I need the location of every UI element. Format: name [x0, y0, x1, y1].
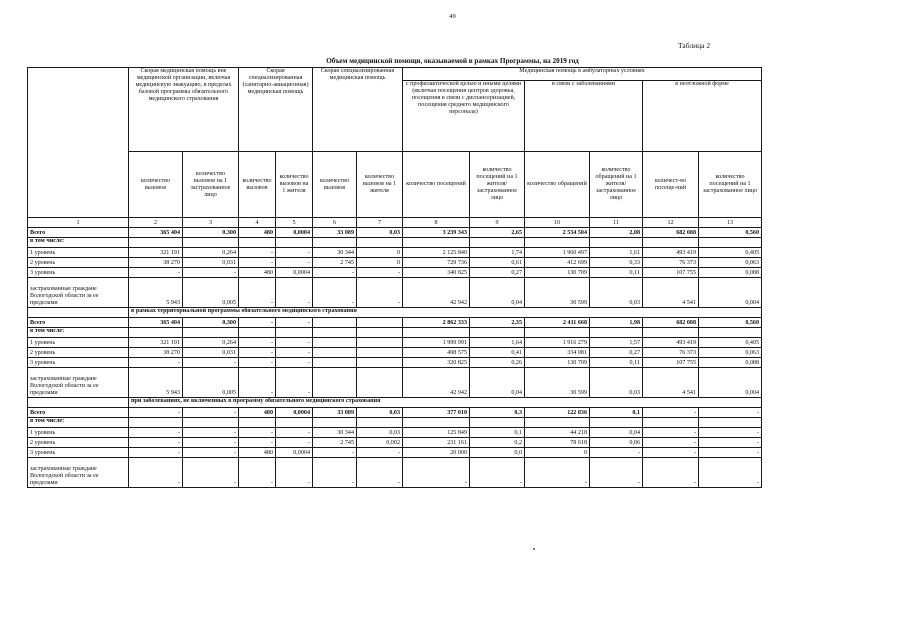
column-number: 4 [239, 218, 276, 228]
row-label: 2 уровень [28, 348, 129, 358]
cell-col8: 2 862 333 [403, 318, 470, 328]
cell-col5: 0,0004 [276, 228, 313, 238]
table-row [28, 338, 762, 348]
column-number: 10 [525, 218, 590, 228]
column-number: 3 [183, 218, 239, 228]
table-row-insured [28, 368, 762, 398]
cell-col11: 0,03 [590, 278, 643, 308]
table-row [28, 428, 762, 438]
cell-col11: 0,11 [590, 358, 643, 368]
header-ambulance-aviation: Скорая специализированная (санитарно-авиационная) медицинская помощь [239, 68, 313, 152]
cell-col8: - [403, 458, 470, 488]
cell-col8: 729 736 [403, 258, 470, 268]
cell-col2: 365 404 [129, 228, 183, 238]
cell-col3: - [183, 428, 239, 438]
row-label: 1 уровень [28, 428, 129, 438]
cell-col2: - [129, 358, 183, 368]
cell-col6: - [313, 278, 357, 308]
cell-col2: - [129, 458, 183, 488]
cell-col8: 377 010 [403, 408, 470, 418]
cell-col6 [313, 358, 357, 368]
cell-col5: 0,0004 [276, 268, 313, 278]
table-row [28, 248, 762, 258]
cell-col6 [313, 348, 357, 358]
cell-col12: 493 419 [643, 338, 699, 348]
table-row-total [28, 408, 762, 418]
subheader-col4: количество вызовов [239, 152, 276, 218]
section-heading-row [28, 308, 762, 318]
cell-col3: - [183, 268, 239, 278]
cell-col3: 0,005 [183, 278, 239, 308]
cell-col3: 0,300 [183, 318, 239, 328]
table-row [28, 258, 762, 268]
header-ambulance-basic: Скорая медицинская помощь вне медицинской организации, включая медицинскую эвакуацию, в пределах базовой программы обязательного медицинского страхования [129, 68, 239, 152]
row-label: 3 уровень [28, 448, 129, 458]
including-label: в том числе: [28, 328, 129, 338]
cell-col2: 38 270 [129, 258, 183, 268]
cell-col4: 480 [239, 228, 276, 238]
cell-col12: 682 088 [643, 228, 699, 238]
cell-col11: - [590, 458, 643, 488]
cell-col5: 0,0004 [276, 408, 313, 418]
cell-col9: 1,64 [470, 338, 525, 348]
column-number: 5 [276, 218, 313, 228]
column-number: 2 [129, 218, 183, 228]
cell-col6: - [313, 458, 357, 488]
cell-col4: - [239, 258, 276, 268]
section-heading-row [28, 398, 762, 408]
table-row [28, 268, 762, 278]
cell-col2: - [129, 268, 183, 278]
table-row [28, 348, 762, 358]
cell-col7: 0 [357, 248, 403, 258]
cell-col11: 0,06 [590, 438, 643, 448]
cell-col10: 334 081 [525, 348, 590, 358]
cell-col9: 0,27 [470, 268, 525, 278]
cell-col12: 76 373 [643, 348, 699, 358]
scan-speck [533, 548, 535, 550]
cell-col7: 0,002 [357, 438, 403, 448]
cell-col9: 0,0 [470, 448, 525, 458]
cell-col7 [357, 348, 403, 358]
column-number: 9 [470, 218, 525, 228]
row-label: 2 уровень [28, 438, 129, 448]
cell-col12: - [643, 448, 699, 458]
cell-col13: - [699, 458, 762, 488]
cell-col6: - [313, 268, 357, 278]
subheader-col12: количест-во посеще-ний [643, 152, 699, 218]
document-title: Объем медицинской помощи, оказываемой в рамках Программы, на 2019 год [326, 57, 579, 65]
column-number: 8 [403, 218, 470, 228]
row-label: 3 уровень [28, 358, 129, 368]
cell-col11: 2,08 [590, 228, 643, 238]
row-label: застрахованные граждане Вологодской области за ее пределами [28, 368, 129, 398]
header-disease-related: в связи с заболеваниями [525, 81, 643, 152]
cell-col9: 0,41 [470, 348, 525, 358]
table-row-insured [28, 458, 762, 488]
table-row-including [28, 418, 762, 428]
column-number: 1 [28, 218, 129, 228]
cell-col2: 321 191 [129, 248, 183, 258]
column-number: 12 [643, 218, 699, 228]
cell-col9: 0,61 [470, 258, 525, 268]
cell-col4: - [239, 368, 276, 398]
cell-col2: 321 191 [129, 338, 183, 348]
cell-col5: - [276, 358, 313, 368]
cell-col13: 0,063 [699, 258, 762, 268]
cell-col7: 0,03 [357, 408, 403, 418]
cell-col7: - [357, 278, 403, 308]
section-heading-non-oms: при заболеваниях, не включенных в программу обязательного медицинского страхования [129, 398, 762, 408]
cell-col2: 365 404 [129, 318, 183, 328]
cell-col7 [357, 338, 403, 348]
table-row-total [28, 228, 762, 238]
cell-col7: - [357, 268, 403, 278]
table-row-total [28, 318, 762, 328]
column-number: 11 [590, 218, 643, 228]
cell-col8: 42 942 [403, 368, 470, 398]
header-outpatient-care: Медицинская помощь в амбулаторных условиях [403, 68, 762, 81]
row-label: 1 уровень [28, 248, 129, 258]
cell-col13: 0,560 [699, 228, 762, 238]
cell-col10: 2 411 668 [525, 318, 590, 328]
cell-col2: 5 943 [129, 368, 183, 398]
cell-col11: 1,61 [590, 248, 643, 258]
cell-col9: 0,3 [470, 408, 525, 418]
cell-col6 [313, 318, 357, 328]
cell-col3: 0,264 [183, 338, 239, 348]
subheader-col9: количество посещений на 1 жителя/ застрахованное лицо [470, 152, 525, 218]
cell-col5: - [276, 248, 313, 258]
cell-col6: 2 745 [313, 258, 357, 268]
cell-col3: 0,031 [183, 258, 239, 268]
table-row-insured [28, 278, 762, 308]
column-number: 6 [313, 218, 357, 228]
cell-col5: - [276, 438, 313, 448]
cell-col9: 2,65 [470, 228, 525, 238]
cell-col3: - [183, 358, 239, 368]
page-number: 49 [449, 13, 456, 20]
cell-col3: 0,264 [183, 248, 239, 258]
subheader-col2: количество вызовов [129, 152, 183, 218]
cell-col4: - [239, 278, 276, 308]
cell-col2: 38 270 [129, 348, 183, 358]
cell-col13: - [699, 428, 762, 438]
cell-col5: - [276, 458, 313, 488]
section-heading-spacer [28, 398, 129, 408]
cell-col9: - [470, 458, 525, 488]
cell-col12: - [643, 458, 699, 488]
cell-col12: 682 088 [643, 318, 699, 328]
cell-col10: 30 599 [525, 368, 590, 398]
cell-col9: 1,74 [470, 248, 525, 258]
cell-col10: 1 916 279 [525, 338, 590, 348]
cell-col10: 0 [525, 448, 590, 458]
cell-col6: 2 745 [313, 438, 357, 448]
cell-col8: 42 942 [403, 278, 470, 308]
cell-col7: 0 [357, 258, 403, 268]
cell-col13: 0,088 [699, 268, 762, 278]
cell-col5: - [276, 318, 313, 328]
cell-col8: 1 999 991 [403, 338, 470, 348]
cell-col11: 0,03 [590, 368, 643, 398]
cell-col7: 0,03 [357, 228, 403, 238]
subheader-col13: количество посещений на 1 застрахованное лицо [699, 152, 762, 218]
cell-col9: 0,2 [470, 438, 525, 448]
cell-col4: - [239, 318, 276, 328]
cell-col4: 480 [239, 408, 276, 418]
cell-col4: - [239, 358, 276, 368]
cell-col12: 493 419 [643, 248, 699, 258]
table-row-including [28, 328, 762, 338]
table-row [28, 448, 762, 458]
cell-col5: - [276, 258, 313, 268]
cell-col7 [357, 358, 403, 368]
table-row [28, 358, 762, 368]
cell-col4: 480 [239, 268, 276, 278]
cell-col4: - [239, 438, 276, 448]
cell-col11: 0,27 [590, 348, 643, 358]
cell-col6: 30 344 [313, 428, 357, 438]
cell-col5: 0,0004 [276, 448, 313, 458]
cell-col5: - [276, 338, 313, 348]
cell-col12: - [643, 408, 699, 418]
cell-col10: 130 709 [525, 358, 590, 368]
row-label: застрахованные граждане Вологодской области за ее пределами [28, 278, 129, 308]
subheader-col7: количество вызовов на 1 жителя [357, 152, 403, 218]
cell-col8: 340 825 [403, 268, 470, 278]
subheader-col5: количество вызовов на 1 жителя [276, 152, 313, 218]
row-label: 2 уровень [28, 258, 129, 268]
including-label: в том числе: [28, 238, 129, 248]
cell-col2: 5 943 [129, 278, 183, 308]
cell-col10: 1 960 497 [525, 248, 590, 258]
cell-col13: 0,063 [699, 348, 762, 358]
cell-col12: 4 541 [643, 278, 699, 308]
cell-col13: 0,004 [699, 278, 762, 308]
cell-col12: - [643, 428, 699, 438]
cell-col3: - [183, 458, 239, 488]
cell-col4: - [239, 428, 276, 438]
cell-col4: - [239, 338, 276, 348]
cell-col6 [313, 368, 357, 398]
medical-volume-table [27, 67, 762, 488]
cell-col9: 0,04 [470, 278, 525, 308]
cell-col8: 3 239 343 [403, 228, 470, 238]
cell-col12: 107 755 [643, 268, 699, 278]
cell-col12: - [643, 438, 699, 448]
table-row-including [28, 238, 762, 248]
cell-col10: 44 218 [525, 428, 590, 438]
cell-col8: 320 825 [403, 358, 470, 368]
cell-col8: 125 849 [403, 428, 470, 438]
cell-col3: 0,031 [183, 348, 239, 358]
header-corner-cell [28, 68, 129, 218]
cell-col11: 1,98 [590, 318, 643, 328]
cell-col6: 33 089 [313, 408, 357, 418]
cell-col4: - [239, 348, 276, 358]
cell-col11: - [590, 448, 643, 458]
cell-col3: 0,005 [183, 368, 239, 398]
cell-col7 [357, 318, 403, 328]
cell-col10: - [525, 458, 590, 488]
cell-col3: - [183, 448, 239, 458]
cell-col7: - [357, 458, 403, 488]
cell-col10: 412 699 [525, 258, 590, 268]
cell-col8: 498 575 [403, 348, 470, 358]
section-heading-oms: в рамках территориальной программы обязательного медицинского страхования [129, 308, 762, 318]
cell-col13: - [699, 408, 762, 418]
cell-col11: 0,33 [590, 258, 643, 268]
cell-col13: 0,405 [699, 248, 762, 258]
cell-col5: - [276, 348, 313, 358]
cell-col10: 122 836 [525, 408, 590, 418]
cell-col13: 0,560 [699, 318, 762, 328]
row-label: застрахованные граждане Вологодской области за ее пределами [28, 458, 129, 488]
cell-col2: - [129, 448, 183, 458]
column-number: 13 [699, 218, 762, 228]
subheader-col8: количество посещений [403, 152, 470, 218]
cell-col11: 0,04 [590, 428, 643, 438]
cell-col3: 0,300 [183, 228, 239, 238]
cell-col9: 0,04 [470, 368, 525, 398]
cell-col11: 0,1 [590, 408, 643, 418]
cell-col11: 0,11 [590, 268, 643, 278]
cell-col13: 0,088 [699, 358, 762, 368]
cell-col2: - [129, 428, 183, 438]
including-label: в том числе: [28, 418, 129, 428]
row-label: 1 уровень [28, 338, 129, 348]
cell-col10: 78 618 [525, 438, 590, 448]
cell-col10: 130 709 [525, 268, 590, 278]
cell-col5: - [276, 368, 313, 398]
cell-col3: - [183, 438, 239, 448]
header-preventive: с профилактической целью и иными целями (включая посещения центров здоровья, посещения в связи с диспансеризацией, посещения среднего медицинского персонала) [403, 81, 525, 152]
cell-col12: 76 373 [643, 258, 699, 268]
cell-col7 [357, 368, 403, 398]
cell-col11: 1,57 [590, 338, 643, 348]
cell-col8: 231 161 [403, 438, 470, 448]
cell-col8: 2 125 840 [403, 248, 470, 258]
cell-col12: 107 755 [643, 358, 699, 368]
row-label: Всего [28, 408, 129, 418]
cell-col13: - [699, 448, 762, 458]
cell-col4: - [239, 458, 276, 488]
cell-col5: - [276, 428, 313, 438]
cell-col9: 0,26 [470, 358, 525, 368]
row-label: Всего [28, 228, 129, 238]
cell-col6: 33 089 [313, 228, 357, 238]
cell-col7: - [357, 448, 403, 458]
cell-col9: 0,1 [470, 428, 525, 438]
cell-col13: - [699, 438, 762, 448]
cell-col6: 30 344 [313, 248, 357, 258]
cell-col4: - [239, 248, 276, 258]
section-heading-spacer [28, 308, 129, 318]
cell-col10: 2 534 504 [525, 228, 590, 238]
cell-col7: 0,03 [357, 428, 403, 438]
cell-col4: 480 [239, 448, 276, 458]
cell-col6: - [313, 448, 357, 458]
cell-col8: 20 000 [403, 448, 470, 458]
row-label: 3 уровень [28, 268, 129, 278]
cell-col13: 0,405 [699, 338, 762, 348]
cell-col10: 30 599 [525, 278, 590, 308]
subheader-col10: количество обращений [525, 152, 590, 218]
header-ambulance-specialized: Скорая специализированная медицинская помощь [313, 68, 403, 152]
table-row [28, 438, 762, 448]
cell-col2: - [129, 438, 183, 448]
cell-col3: - [183, 408, 239, 418]
column-number: 7 [357, 218, 403, 228]
cell-col6 [313, 338, 357, 348]
cell-col5: - [276, 278, 313, 308]
table-label: Таблица 2 [678, 41, 711, 50]
subheader-col3: количество вызовов на 1 застрахованное лицо [183, 152, 239, 218]
subheader-col6: количество вызовов [313, 152, 357, 218]
cell-col2: - [129, 408, 183, 418]
row-label: Всего [28, 318, 129, 328]
cell-col9: 2,35 [470, 318, 525, 328]
subheader-col11: количество обращений на 1 жителя/ застрахованное лицо [590, 152, 643, 218]
cell-col13: 0,004 [699, 368, 762, 398]
cell-col12: 4 541 [643, 368, 699, 398]
header-urgent-form: в неотложной форме [643, 81, 762, 152]
